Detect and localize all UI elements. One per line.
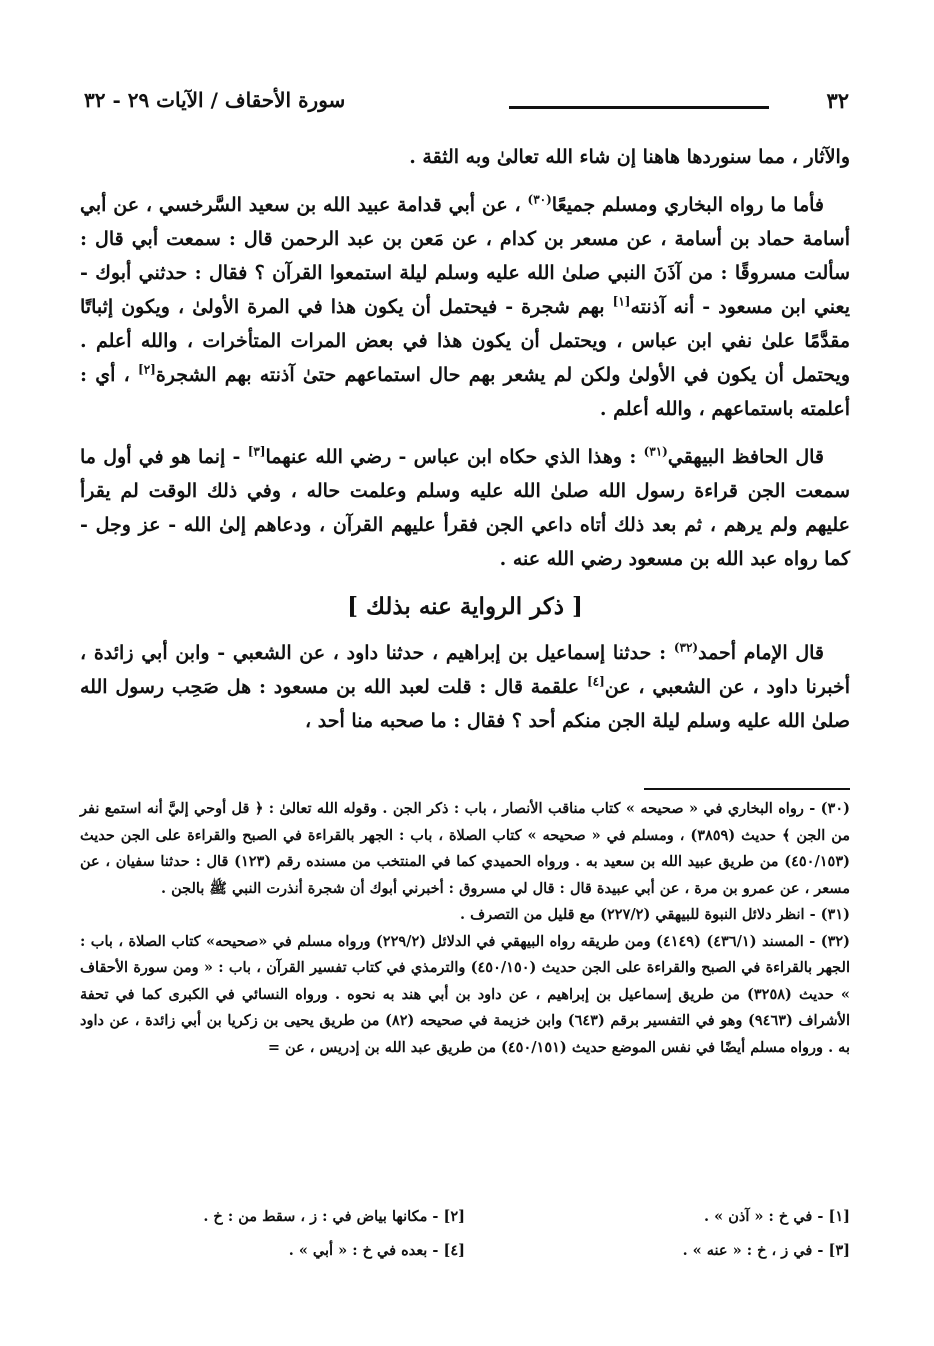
running-title: سورة الأحقاف / الآيات ٢٩ - ٣٢: [84, 88, 346, 112]
section-heading: [ ذكر الرواية عنه بذلك ]: [347, 593, 583, 620]
variant-note-1: [١] - في خ : « آذن » .: [704, 1208, 850, 1225]
footnotes: [80, 796, 850, 1061]
variant-ref-3[interactable]: [٣]: [247, 444, 266, 459]
paragraph-3-text-b: : وهذا الذي حكاه ابن عباس - رضي الله عنهما: [265, 446, 644, 468]
variant-note-2: [٢] - مكانها بياض في : ز ، سقط من : خ .: [203, 1208, 465, 1225]
paragraph-4: [80, 636, 850, 738]
paragraph-2-text-d: ، أي : أعلمته باستماعهم ، والله أعلم .: [80, 364, 850, 420]
footnote-ref-30[interactable]: (٣٠): [527, 192, 552, 207]
paragraph-2-text-c: بهم شجرة - فيحتمل أن يكون هذا في المرة الأولىٰ ، ويكون إثباتًا مقدَّمًا علىٰ نفي ابن عباس ، ويحتمل أن يكون هذا في بعض المرات المتأخرات ، والله أعلم . ويحتمل أن يكون في الأولىٰ ولكن لم يشعر بهم حال استماعهم حتىٰ آذنته بهم الشجرة: [80, 296, 851, 386]
variant-ref-4[interactable]: [٤]: [586, 674, 605, 689]
paragraph-4-text-a: قال الإمام أحمد: [698, 642, 824, 664]
variant-column-left: [80, 1200, 465, 1268]
paragraph-2: [80, 188, 850, 426]
footnote-32: (٣٢) - المسند (٤٣٦/١) (٤١٤٩) ومن طريقه رواه البيهقي في الدلائل (٢٢٩/٢) ورواه مسلم في «صحيحه» كتاب الصلاة ، باب : الجهر بالقراءة في الصبح والقراءة على الجن حديث (٤٥٠/١٥٠) والترمذي في كتاب تفسير القرآن ، باب : « ومن سورة الأحقاف » حديث (٣٢٥٨) من طريق إسماعيل بن إبراهيم ، عن داود بن أبي هند به نحوه . ورواه النسائي في الكبرى كما في تحفة الأشراف (٩٤٦٣) وهو في التفسير برقم (٦٤٣) وابن خزيمة في صحيحه (٨٢) من طريق يحيى بن زكريا بن أبي زائدة ، عن داود به . ورواه مسلم أيضًا في نفس الموضع حديث (٤٥٠/١٥١) من طريق عبد الله بن إدريس ، عن =: [80, 932, 851, 1056]
paragraph-3-text-a: قال الحافظ البيهقي: [667, 446, 825, 468]
footnote-separator: [644, 788, 850, 790]
paragraph-4-text-c: علقمة قال : قلت لعبد الله بن مسعود : هل صَحِب رسول الله صلىٰ الله عليه وسلم ليلة الجن منكم أحد ؟ فقال : ما صحبه منا أحد ،: [80, 676, 850, 732]
variant-ref-1[interactable]: [١]: [612, 294, 631, 309]
page-header: [84, 88, 849, 120]
paragraph-3-text-c: - إنما هو في أول ما سمعت الجن قراءة رسول الله صلىٰ الله عليه وسلم وعلمت حاله ، وفي ذلك الوقت لم يقرأ عليهم ولم يرهم ، ثم بعد ذلك أتاه داعي الجن فقرأ عليهم القرآن ، ودعاهم إلىٰ الله - عز وجل - كما رواه عبد الله بن مسعود رضي الله عنه .: [80, 446, 850, 570]
variant-column-right: [465, 1200, 850, 1268]
footnote-ref-31[interactable]: (٣١): [643, 444, 668, 459]
footnote-31: (٣١) - انظر دلائل النبوة للبيهقي (٢٢٧/٢) مع قليل من التصرف .: [460, 906, 850, 923]
paragraph-2-text-a: فأما ما رواه البخاري ومسلم جميعًا: [551, 194, 824, 216]
paragraph-1-text: والآثار ، مما سنوردها هاهنا إن شاء الله تعالىٰ وبه الثقة .: [409, 146, 850, 168]
paragraph-3: [80, 440, 850, 576]
variant-notes: [80, 1200, 850, 1268]
footnote-30: (٣٠) - رواه البخاري في « صحيحه » كتاب مناقب الأنصار ، باب : ذكر الجن . وقوله الله تعالىٰ : ﴿ قل أوحي إليَّ أنه استمع نفر من الجن ﴾ حديث (٣٨٥٩) ، ومسلم في « صحيحه » كتاب الصلاة ، باب : الجهر بالقراءة في الصبح والقراءة على الجن حديث (٤٥٠/١٥٣) من طريق عبيد الله بن سعيد به . ورواه الحميدي كما في المنتخب من مسنده رقم (١٢٣) قال : حدثنا سفيان ، عن مسعر ، عن عمرو بن مرة ، عن أبي عبيدة قال : قال لي مسروق : أخبرني أبوك أن شجرة أنذرت النبي ﷺ بالجن .: [80, 800, 850, 897]
page-number: ٣٢: [826, 88, 849, 113]
variant-note-3: [٣] - في ز ، خ : « عنه » .: [682, 1242, 850, 1259]
header-rule: [509, 106, 769, 109]
paragraph-2-text-b: ، عن أبي قدامة عبيد الله بن سعيد السَّرخسي ، عن أبي أسامة حماد بن أسامة ، عن مسعر بن كدام ، عن مَعن بن عبد الرحمن قال : سمعت أبي قال : سألت مسروقًا : من آذَنَ النبي صلىٰ الله عليه وسلم ليلة استمعوا القرآن ؟ فقال : حدثني أبوك - يعني ابن مسعود - أنه آذنته: [80, 194, 851, 318]
paragraph-4-text-b: : حدثنا إسماعيل بن إبراهيم ، حدثنا داود ، عن الشعبي - وابن أبي زائدة ، أخبرنا داود ، عن الشعبي ، عن: [80, 642, 850, 698]
footnote-ref-32[interactable]: (٣٢): [673, 640, 699, 655]
variant-note-4: [٤] - بعده في خ : « أبي » .: [288, 1242, 465, 1259]
paragraph-1: [80, 140, 850, 174]
variant-ref-2[interactable]: [٢]: [138, 362, 156, 377]
main-text: [80, 140, 850, 752]
